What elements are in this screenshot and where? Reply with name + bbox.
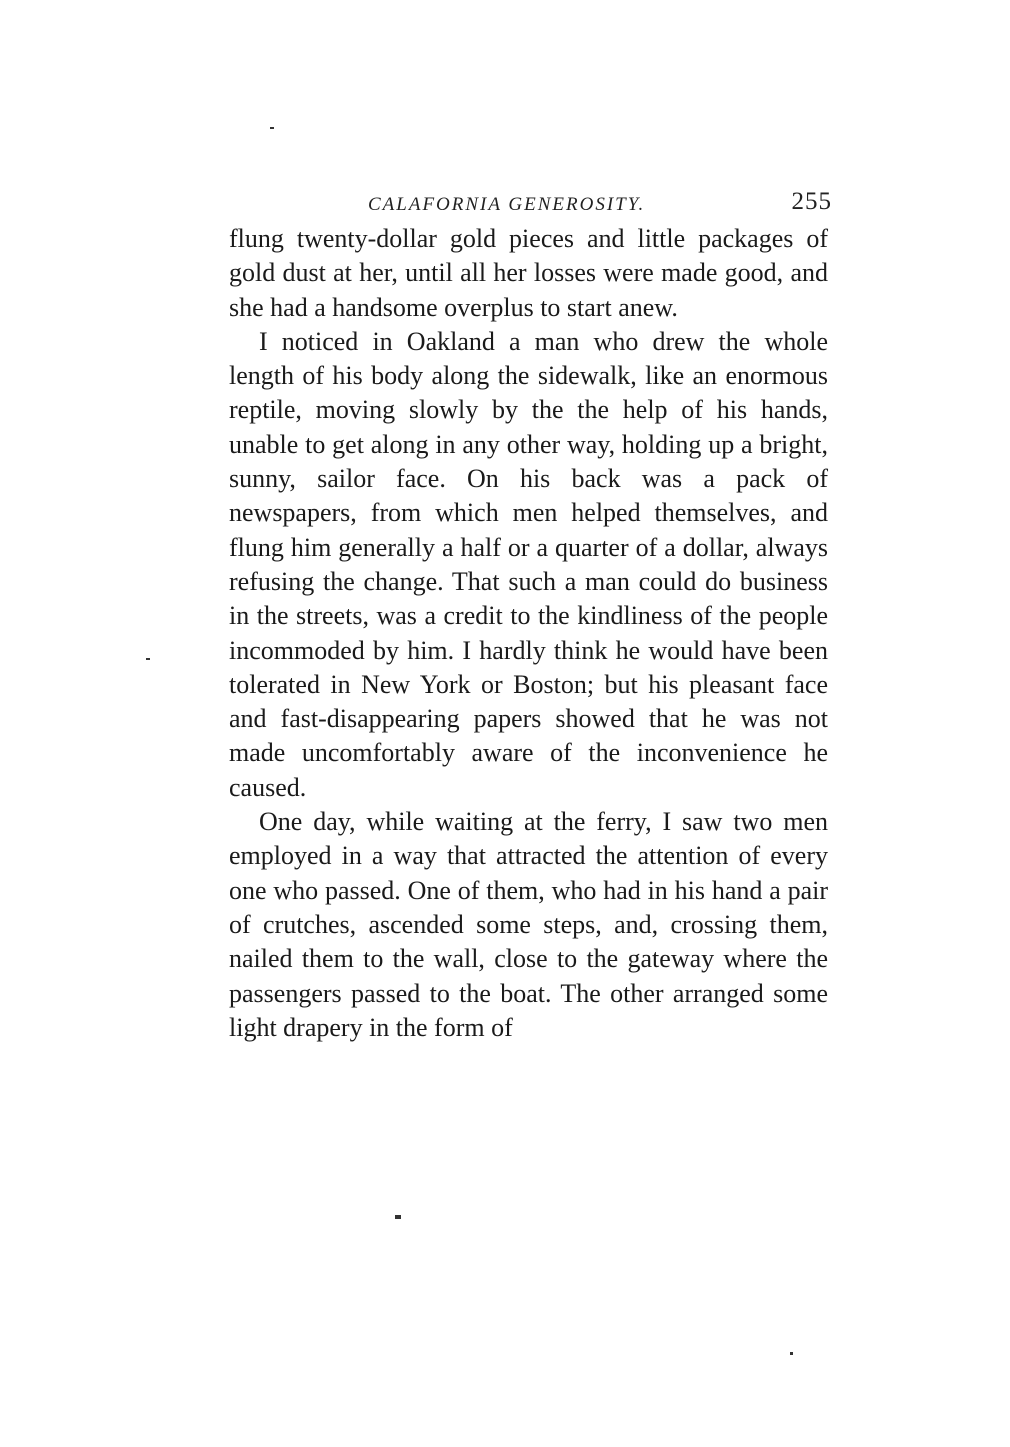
running-title: CALAFORNIA GENEROSITY. (368, 194, 646, 215)
print-speck (790, 1352, 793, 1355)
print-speck (146, 658, 150, 660)
print-speck (270, 127, 274, 129)
paragraph-ferry: One day, while waiting at the ferry, I saw two men employed in a way that attracted the attention of every one who passed. One of them, who had in his hand a pair of crutches, ascended some steps, and, crossing them, nailed them to the wall, close to the gateway where the passengers passed to the boat. The other arranged some light drapery in the form of (229, 807, 828, 1042)
paragraph-oakland: I noticed in Oakland a man who drew the whole length of his body along the sidewalk, like an enormous reptile, moving slowly by the the help of his hands, unable to get along in any other way, holding up a bright, sunny, sailor face. On his back was a pack of newspapers, from which men helped themselves, and flung him generally a half or a quarter of a dollar, always refusing the change. That such a man could do business in the streets, was a credit to the kindliness of the people incommoded by him. I hardly think he would have been tolerated in New York or Boston; but his pleasant face and fast-disappearing papers showed that he was not made uncomfortably aware of the inconvenience he caused. (229, 326, 828, 802)
page-header (228, 188, 832, 224)
paragraph-continued: flung twenty-dollar gold pieces and little packages of gold dust at her, until all her losses were made good, and she had a handsome overplus to start anew. (229, 224, 828, 322)
print-speck (395, 1215, 401, 1219)
page-number: 255 (791, 188, 832, 215)
body-text (229, 222, 828, 1045)
